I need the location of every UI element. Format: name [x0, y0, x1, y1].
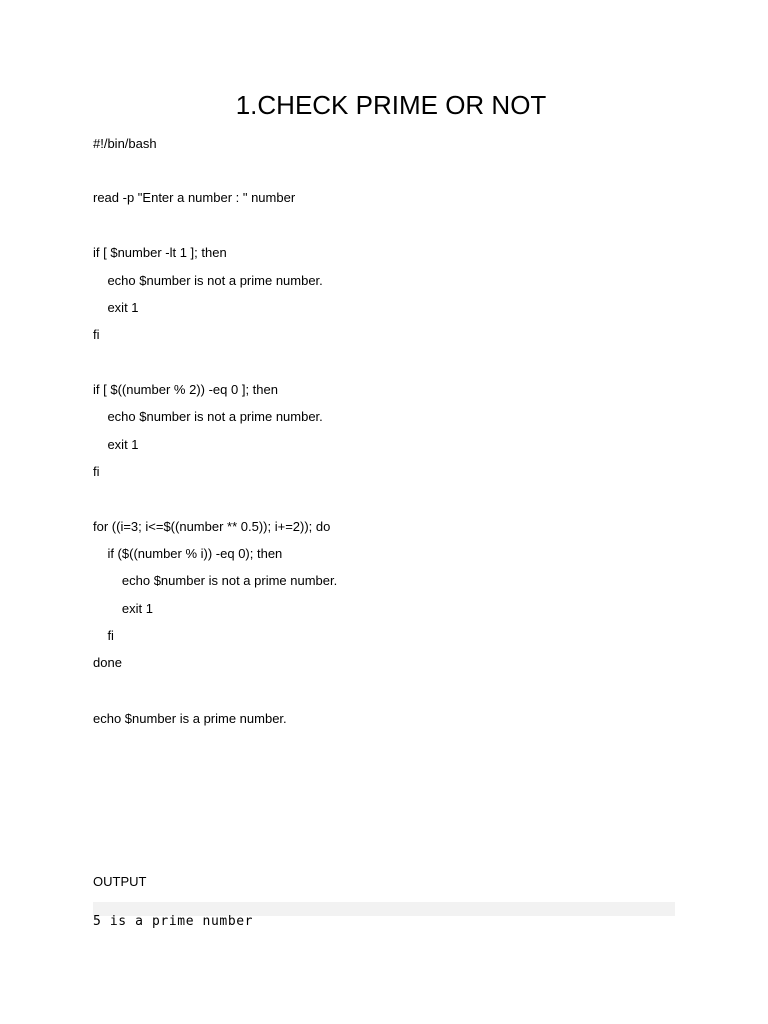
- code-line: if [ $((number % 2)) -eq 0 ]; then: [93, 382, 278, 397]
- code-line: echo $number is not a prime number.: [93, 409, 323, 424]
- output-heading: OUTPUT: [93, 874, 147, 889]
- code-line: fi: [93, 464, 100, 479]
- code-line: echo $number is a prime number.: [93, 711, 287, 726]
- code-line: exit 1: [93, 300, 139, 315]
- code-line: for ((i=3; i<=$((number ** 0.5)); i+=2)); do: [93, 519, 331, 534]
- code-line: read -p "Enter a number : " number: [93, 190, 296, 205]
- code-line: exit 1: [93, 601, 153, 616]
- code-line: if [ $number -lt 1 ]; then: [93, 245, 227, 260]
- code-line: fi: [93, 628, 114, 643]
- code-line: fi: [93, 327, 100, 342]
- code-line: echo $number is not a prime number.: [93, 273, 323, 288]
- code-line: done: [93, 655, 122, 670]
- code-line: exit 1: [93, 437, 139, 452]
- code-line: if ($((number % i)) -eq 0); then: [93, 546, 283, 561]
- code-line: #!/bin/bash: [93, 136, 157, 151]
- output-text: 5 is a prime number: [93, 914, 254, 929]
- document-title: 1.CHECK PRIME OR NOT: [235, 90, 547, 120]
- code-line: echo $number is not a prime number.: [93, 573, 338, 588]
